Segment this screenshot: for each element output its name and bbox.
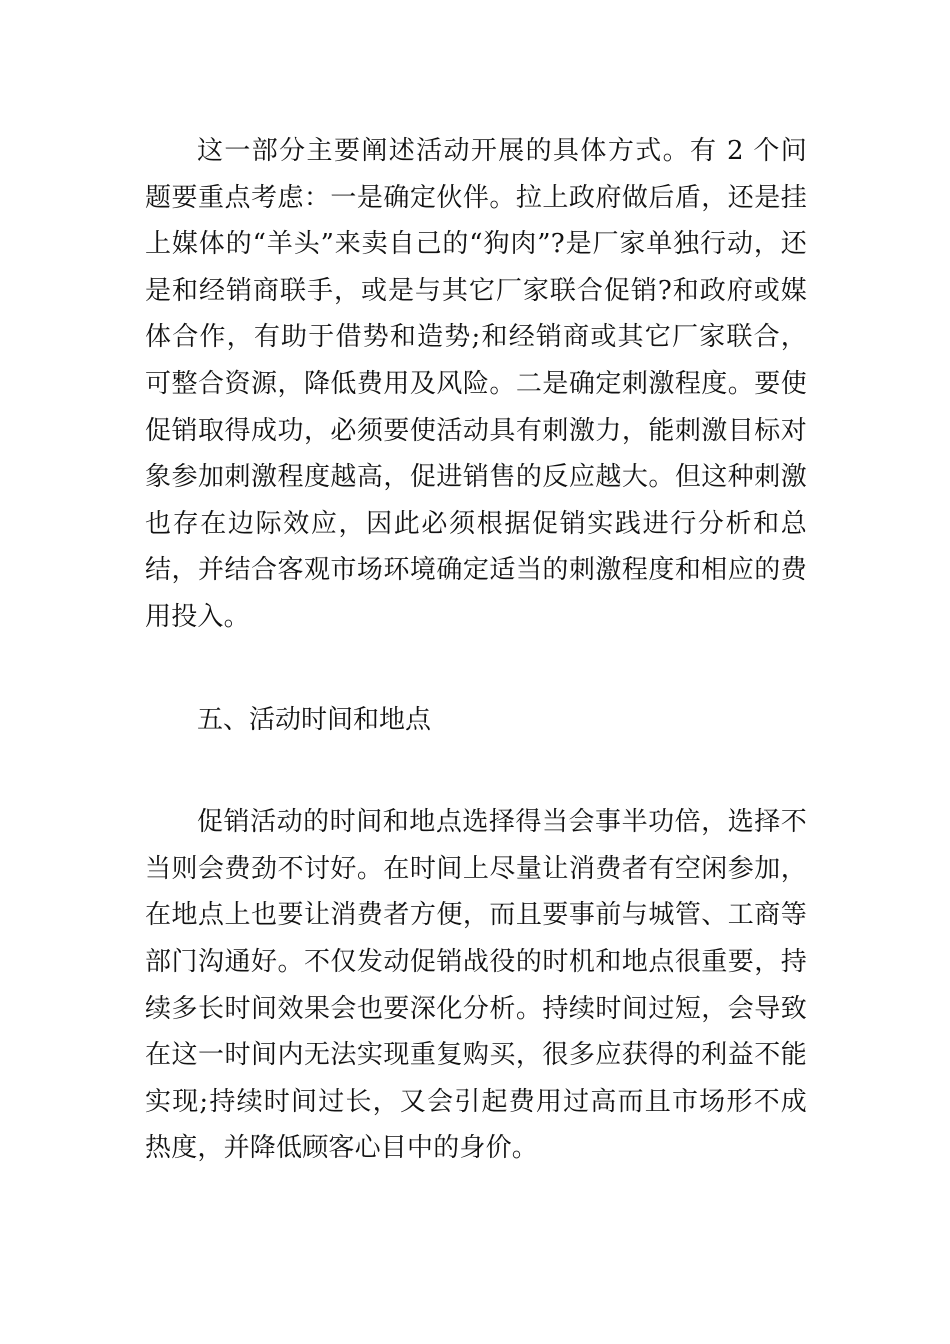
paragraph-activity-method: 这一部分主要阐述活动开展的具体方式。有 2 个问题要重点考虑：一是确定伙伴。拉上政府做后盾，还是挂上媒体的“羊头”来卖自己的“狗肉”?是厂家单独行动，还是和经销商联手，或是与其它厂家联合促销?和政府或媒体合作，有助于借势和造势;和经销商或其它厂家联合，可整合资源，降低费用及风险。二是确定刺激程度。要使促销取得成功，必须要使活动具有刺激力，能刺激目标对象参加刺激程度越高，促进销售的反应越大。但这种刺激也存在边际效应，因此必须根据促销实践进行分析和总结，并结合客观市场环境确定适当的刺激程度和相应的费用投入。 — [145, 136, 807, 632]
section-heading-time-location: 五、活动时间和地点 — [197, 704, 432, 735]
paragraph-time-location: 促销活动的时间和地点选择得当会事半功倍，选择不当则会费劲不讨好。在时间上尽量让消费者有空闲参加，在地点上也要让消费者方便，而且要事前与城管、工商等部门沟通好。不仅发动促销战役的时机和地点很重要，持续多长时间效果会也要深化分析。持续时间过短，会导致在这一时间内无法实现重复购买，很多应获得的利益不能实现;持续时间过长，又会引起费用过高而且市场形不成热度，并降低顾客心目中的身价。 — [145, 807, 807, 1164]
document-page — [145, 128, 807, 1172]
